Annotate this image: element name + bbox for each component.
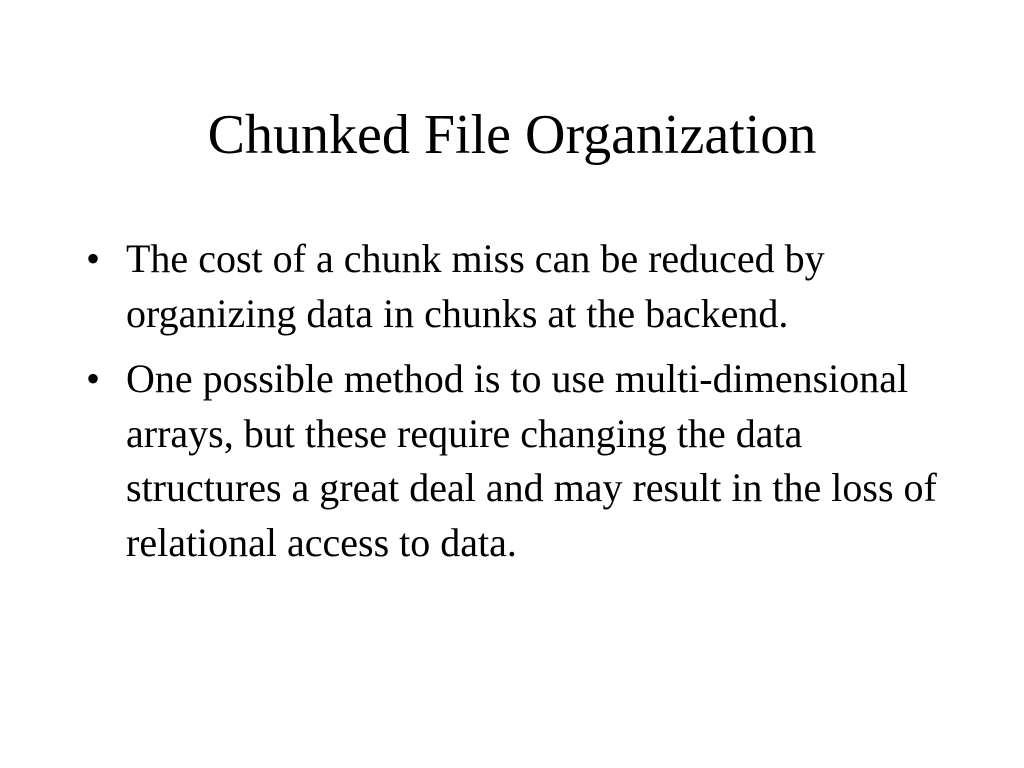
bullet-marker-icon: • <box>86 236 101 281</box>
bullet-item <box>80 352 960 570</box>
bullet-text: The cost of a chunk miss can be reduced by organizing data in chunks at the backend. <box>126 236 825 336</box>
bullet-item <box>80 232 960 341</box>
bullet-text: One possible method is to use multi-dimensional arrays, but these require changing the data structures a great deal and may result in the loss of relational access to data. <box>126 356 937 565</box>
slide-title: Chunked File Organization <box>207 104 817 166</box>
bullet-marker-icon: • <box>86 356 101 401</box>
bullet-list <box>80 232 960 581</box>
